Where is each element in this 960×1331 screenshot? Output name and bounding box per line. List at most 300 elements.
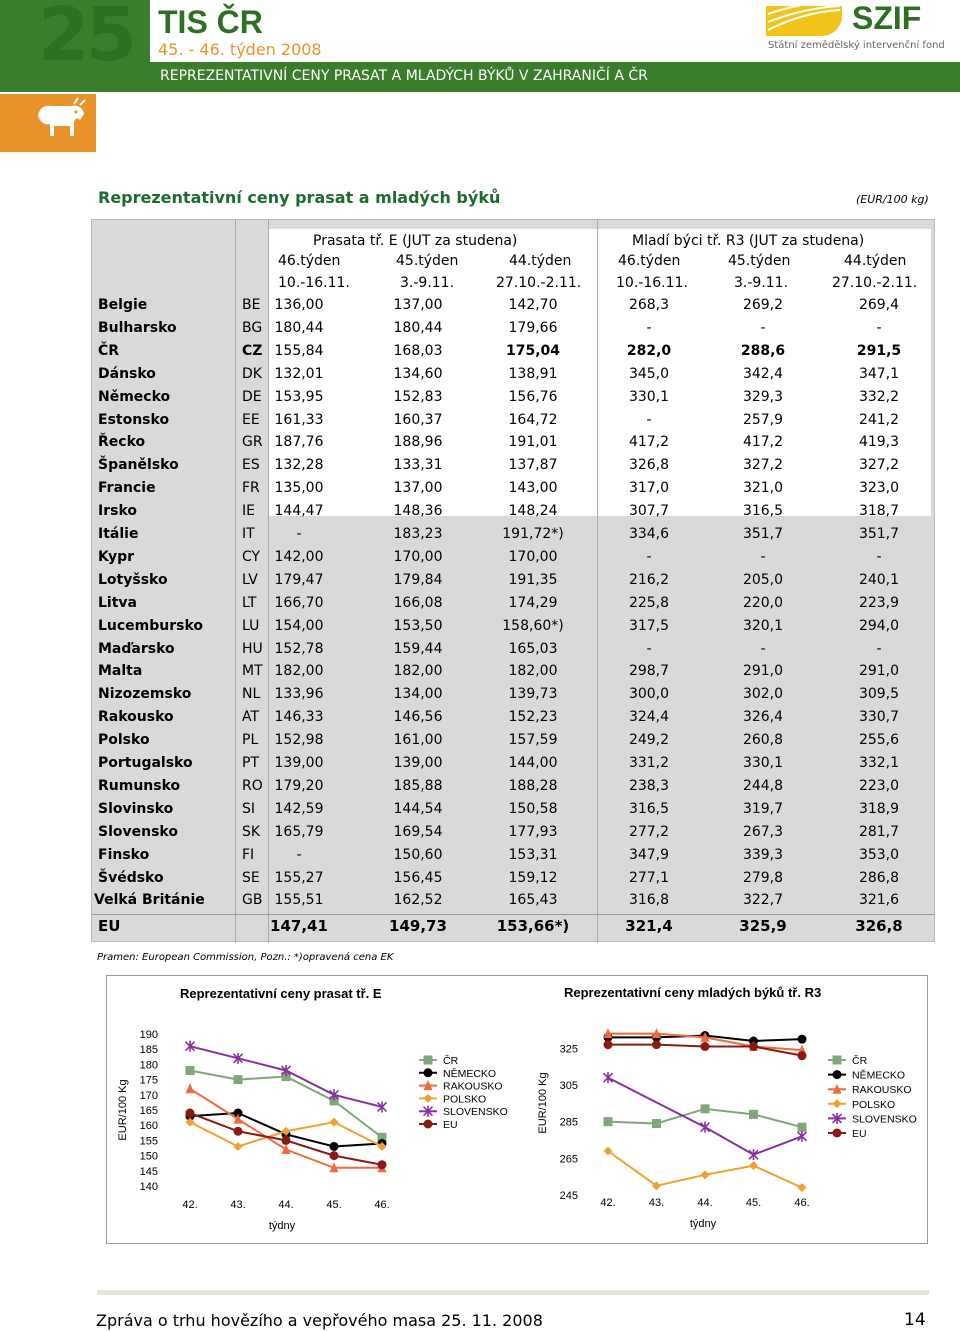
price-cell: 174,29 [508, 594, 558, 611]
header-subtitle: REPREZENTATIVNÍ CENY PRASAT A MLADÝCH BÝKŮ V ZAHRANIČÍ A ČR [160, 68, 648, 84]
x-tick-label: 43. [648, 1197, 665, 1209]
price-cell: 160,37 [393, 411, 443, 428]
table-row [92, 434, 936, 457]
country-name: Lucembursko [98, 617, 204, 634]
price-cell: 191,72*) [502, 526, 564, 542]
price-cell: 302,0 [742, 686, 784, 703]
price-cell: 419,3 [858, 434, 900, 451]
price-cell: 182,00 [508, 663, 558, 680]
price-cell: 347,9 [628, 846, 670, 863]
country-code: AT [242, 709, 260, 726]
price-cell: - [876, 548, 882, 565]
price-cell: 281,7 [858, 823, 900, 840]
legend-label: ČR [443, 1055, 459, 1067]
price-cell: - [760, 319, 766, 336]
y-tick-label: 160 [139, 1120, 158, 1133]
country-name: Španělsko [98, 457, 179, 474]
x-tick-label: 42. [600, 1197, 616, 1209]
page-header [0, 0, 960, 95]
price-cell: 150,58 [508, 800, 558, 817]
price-cell: 162,52 [393, 892, 443, 909]
y-tick-label: 140 [139, 1181, 158, 1193]
price-cell: 268,3 [628, 297, 670, 313]
price-cell: 288,6 [740, 342, 786, 359]
price-cell: 182,00 [274, 663, 324, 680]
col-week: 46.týden [618, 253, 681, 269]
price-cell: 191,35 [508, 571, 558, 588]
col-date: 27.10.-2.11. [496, 275, 582, 291]
price-cell: 317,5 [628, 617, 670, 634]
legend-label: EU [852, 1128, 867, 1140]
country-code: SI [242, 800, 256, 817]
table-row [92, 847, 936, 870]
price-cell: 182,00 [393, 663, 443, 680]
country-name: Francie [98, 480, 156, 497]
cow-icon [30, 96, 90, 148]
price-cell: 351,7 [742, 526, 784, 542]
price-cell: 332,1 [858, 755, 900, 771]
country-name: Estonsko [98, 411, 170, 428]
price-cell: 187,76 [274, 434, 324, 451]
price-cell: 327,2 [742, 457, 784, 474]
price-cell: 330,1 [628, 388, 670, 405]
price-cell: 158,60*) [502, 617, 564, 634]
price-cell: 139,00 [393, 755, 443, 771]
price-cell: 322,7 [742, 892, 784, 909]
country-name: Litva [98, 594, 137, 611]
price-cell: 225,8 [628, 594, 670, 611]
price-cell: 282,0 [626, 342, 672, 359]
price-cell: - [760, 548, 766, 565]
price-cell: 165,43 [508, 892, 558, 909]
price-cell: 277,1 [628, 869, 670, 886]
table-row [92, 503, 936, 526]
price-cell: 161,00 [393, 732, 443, 749]
price-cell: 152,83 [393, 388, 443, 405]
legend-label: RAKOUSKO [443, 1080, 503, 1093]
price-cell: 152,78 [274, 640, 324, 657]
price-table [91, 219, 935, 942]
country-code: MT [242, 663, 263, 680]
price-cell: 185,88 [393, 777, 443, 794]
price-cell: 257,9 [742, 411, 784, 428]
country-code: SE [242, 869, 260, 886]
price-cell: 154,00 [274, 617, 324, 634]
price-cell: 269,4 [858, 297, 900, 313]
price-cell: - [646, 319, 652, 336]
table-row [92, 572, 936, 595]
y-tick-label: 325 [559, 1043, 578, 1056]
table-row [92, 824, 936, 847]
price-cell: 216,2 [628, 571, 670, 588]
price-cell: 177,93 [508, 823, 558, 840]
country-name: ČR [98, 342, 120, 359]
country-code: GR [242, 434, 263, 451]
country-name: Nizozemsko [98, 686, 192, 703]
y-tick-label: 265 [559, 1153, 578, 1166]
country-name: Belgie [98, 297, 148, 313]
y-tick-label: 165 [139, 1105, 158, 1117]
price-cell: 330,7 [858, 709, 900, 726]
table-row [92, 732, 936, 755]
price-cell: 241,2 [858, 411, 900, 428]
country-name: Rakousko [98, 709, 174, 726]
table-row [92, 778, 936, 801]
szif-logo: SZIF [852, 0, 922, 36]
price-cell: 137,00 [393, 480, 443, 497]
source-note: Pramen: European Commission, Pozn.: *)opravená cena EK [97, 952, 394, 963]
price-cell: 321,6 [858, 892, 900, 909]
col-date: 27.10.-2.11. [832, 275, 918, 291]
price-cell: 291,5 [856, 342, 902, 359]
y-tick-label: 285 [559, 1116, 578, 1129]
country-code: GB [242, 892, 263, 909]
price-cell: 156,45 [393, 869, 443, 886]
price-cell: 323,0 [858, 480, 900, 497]
col-week: 45.týden [728, 253, 791, 269]
price-cell: 139,73 [508, 686, 558, 703]
y-tick-label: 175 [139, 1074, 158, 1087]
table-row [92, 618, 936, 641]
country-name: Německo [98, 388, 171, 405]
price-cell: 155,27 [274, 869, 324, 886]
y-tick-label: 185 [139, 1044, 158, 1057]
group-header-bulls: Mladí býci tř. R3 (JUT za studena) [632, 233, 865, 249]
country-code: EE [242, 411, 260, 428]
price-cell: 135,00 [274, 480, 324, 497]
country-code: RO [242, 777, 263, 794]
price-cell: 139,00 [274, 755, 324, 771]
price-cell: 244,8 [742, 777, 784, 794]
country-code: FR [242, 480, 260, 497]
price-cell: 238,3 [628, 777, 670, 794]
country-code: HU [242, 640, 263, 657]
country-name: Irsko [98, 503, 137, 520]
legend-label: POLSKO [852, 1098, 896, 1111]
country-name: Portugalsko [98, 755, 193, 771]
price-cell: 320,1 [742, 617, 784, 634]
legend-label: SLOVENSKO [443, 1106, 508, 1119]
price-cell: 331,2 [628, 755, 670, 771]
country-name: Slovensko [98, 823, 178, 840]
price-cell: 146,56 [393, 709, 443, 726]
price-cell: 164,72 [508, 411, 558, 428]
footer-text: Zpráva o trhu hovězího a vepřového masa 25. 11. 2008 [96, 1311, 543, 1330]
price-cell: 165,79 [274, 823, 324, 840]
weeks-label: 45. - 46. týden 2008 [158, 40, 322, 59]
price-cell: 142,70 [508, 297, 558, 313]
price-cell: - [296, 526, 302, 542]
price-cell: 137,87 [508, 457, 558, 474]
col-date: 3.-9.11. [734, 275, 789, 291]
y-axis-title: EUR/100 Kg [537, 1072, 549, 1134]
x-tick-label: 46. [374, 1199, 390, 1211]
price-cell: 321,0 [742, 480, 784, 497]
eu-row [92, 917, 936, 940]
price-cell: 133,31 [393, 457, 443, 474]
price-cell: 180,44 [274, 319, 324, 336]
country-code: CY [242, 548, 261, 565]
country-name: Slovinsko [98, 800, 174, 817]
footer-line [97, 1290, 929, 1295]
szif-logo-subtitle: Státní zemědělský intervenční fond [768, 40, 945, 51]
price-cell: 332,2 [858, 388, 900, 405]
legend-label: NĚMECKO [852, 1069, 906, 1082]
price-cell: 152,98 [274, 732, 324, 749]
price-cell: 144,00 [508, 755, 558, 771]
x-tick-label: 46. [794, 1197, 810, 1209]
country-name: Bulharsko [98, 319, 177, 336]
price-cell: - [876, 640, 882, 657]
price-cell: 179,47 [274, 571, 324, 588]
page-title: Reprezentativní ceny prasat a mladých býků [98, 188, 501, 207]
table-row [92, 320, 936, 343]
price-cell: - [760, 640, 766, 657]
col-date: 3.-9.11. [400, 275, 455, 291]
price-cell: 166,08 [393, 594, 443, 611]
price-cell: 240,1 [858, 571, 900, 588]
price-cell: - [296, 846, 302, 863]
price-cell: 148,24 [508, 503, 558, 520]
price-cell: 138,91 [508, 365, 558, 382]
price-cell: 148,36 [393, 503, 443, 520]
y-tick-label: 180 [139, 1059, 158, 1072]
price-cell: 316,5 [742, 503, 784, 520]
legend-label: SLOVENSKO [852, 1113, 917, 1126]
country-name: Lotyšsko [98, 571, 168, 588]
country-name: Maďarsko [98, 640, 175, 657]
table-row [92, 755, 936, 778]
price-cell: - [876, 319, 882, 336]
price-cell: 279,8 [742, 869, 784, 886]
price-cell: 417,2 [742, 434, 784, 451]
country-code: ES [242, 457, 260, 474]
table-row [92, 870, 936, 893]
country-name: EU [98, 917, 121, 935]
price-cell: 159,44 [393, 640, 443, 657]
price-cell: 180,44 [393, 319, 443, 336]
country-name: Švédsko [98, 869, 164, 886]
price-cell: 156,76 [508, 388, 558, 405]
y-axis-title: EUR/100 Kg [117, 1079, 129, 1141]
country-code: DE [242, 388, 262, 405]
table-row [92, 641, 936, 664]
price-cell: 134,60 [393, 365, 443, 382]
price-cell: 223,9 [858, 594, 900, 611]
country-code: BG [242, 319, 263, 336]
legend-label: NĚMECKO [443, 1067, 497, 1080]
price-cell: 255,6 [858, 732, 900, 749]
price-cell: 339,3 [742, 846, 784, 863]
price-cell: 188,96 [393, 434, 443, 451]
price-cell: 223,0 [858, 777, 900, 794]
price-cell: 155,84 [274, 342, 324, 359]
price-cell: 316,8 [628, 892, 670, 909]
price-cell: 144,47 [274, 503, 324, 520]
price-cell: 347,1 [858, 365, 900, 382]
price-cell: 260,8 [742, 732, 784, 749]
price-cell: 132,01 [274, 365, 324, 382]
price-cell: 298,7 [628, 663, 670, 680]
price-cell: 326,4 [742, 709, 784, 726]
col-date: 10.-16.11. [616, 275, 688, 291]
table-row [92, 892, 936, 915]
col-week: 44.týden [844, 253, 907, 269]
table-row [92, 297, 936, 320]
col-week: 44.týden [509, 253, 572, 269]
country-name: Finsko [98, 846, 150, 863]
price-cell: 316,5 [628, 800, 670, 817]
price-cell: 319,7 [742, 800, 784, 817]
price-cell: 175,04 [505, 342, 561, 359]
price-cell: 146,33 [274, 709, 324, 726]
price-cell: 183,23 [393, 526, 443, 542]
legend-label: RAKOUSKO [852, 1084, 912, 1097]
price-cell: - [646, 640, 652, 657]
chart-title-bulls: Reprezentativní ceny mladých býků tř. R3 [564, 985, 822, 1000]
y-tick-label: 150 [139, 1150, 158, 1163]
price-cell: - [646, 411, 652, 428]
col-week: 46.týden [278, 253, 341, 269]
table-row [92, 389, 936, 412]
price-cell: 157,59 [508, 732, 558, 749]
col-date: 10.-16.11. [278, 275, 350, 291]
table-row [92, 549, 936, 572]
szif-logo-mark [766, 6, 842, 36]
country-code: SK [242, 823, 261, 840]
price-cell: 165,03 [508, 640, 558, 657]
price-cell: 170,00 [393, 548, 443, 565]
price-cell: 318,9 [858, 800, 900, 817]
country-code: NL [242, 686, 261, 703]
col-week: 45.týden [396, 253, 459, 269]
price-cell: 159,12 [508, 869, 558, 886]
country-code: FI [242, 846, 255, 863]
price-cell: 307,7 [628, 503, 670, 520]
table-row [92, 663, 936, 686]
country-code: LT [242, 594, 257, 611]
price-cell: 326,8 [628, 457, 670, 474]
price-cell: 153,31 [508, 846, 558, 863]
group-header-pigs: Prasata tř. E (JUT za studena) [313, 233, 518, 249]
price-cell: 327,2 [858, 457, 900, 474]
country-code: BE [242, 297, 261, 313]
table-row [92, 526, 936, 549]
legend-label: POLSKO [443, 1093, 487, 1106]
price-cell: 179,84 [393, 571, 443, 588]
y-tick-label: 190 [139, 1029, 158, 1041]
country-name: Dánsko [98, 365, 156, 382]
app-title: TIS ČR [158, 4, 263, 40]
price-cell: 309,5 [858, 686, 900, 703]
price-cell: 345,0 [628, 365, 670, 382]
x-tick-label: 44. [697, 1197, 713, 1209]
price-cell: 152,23 [508, 709, 558, 726]
price-cell: 188,28 [508, 777, 558, 794]
eu-price-cell: 325,9 [739, 917, 787, 935]
price-cell: 143,00 [508, 480, 558, 497]
price-cell: 249,2 [628, 732, 670, 749]
price-cell: 155,51 [274, 892, 324, 909]
eu-price-cell: 321,4 [625, 917, 673, 935]
country-code: IT [242, 526, 255, 542]
price-cell: 291,0 [858, 663, 900, 680]
country-name: Kypr [98, 548, 135, 565]
price-cell: 205,0 [742, 571, 784, 588]
price-cell: 269,2 [742, 297, 784, 313]
country-code: LV [242, 571, 258, 588]
charts-frame [106, 975, 928, 1244]
price-cell: 150,60 [393, 846, 443, 863]
eu-price-cell: 147,41 [270, 917, 328, 935]
price-cell: 294,0 [858, 617, 900, 634]
x-tick-label: 43. [230, 1199, 246, 1211]
x-tick-label: 45. [326, 1199, 342, 1211]
price-cell: 353,0 [858, 846, 900, 863]
price-cell: 334,6 [628, 526, 670, 542]
price-cell: 142,00 [274, 548, 324, 565]
price-cell: 144,54 [393, 800, 443, 817]
price-cell: 329,3 [742, 388, 784, 405]
price-cell: 132,28 [274, 457, 324, 474]
price-cell: 142,59 [274, 800, 324, 817]
table-row [92, 686, 936, 709]
price-cell: - [646, 548, 652, 565]
x-tick-label: 44. [278, 1199, 294, 1211]
price-cell: 318,7 [858, 503, 900, 520]
price-cell: 300,0 [628, 686, 670, 703]
price-cell: 153,50 [393, 617, 443, 634]
table-row [92, 343, 936, 366]
country-code: PL [242, 732, 259, 749]
price-cell: 137,00 [393, 297, 443, 313]
price-cell: 330,1 [742, 755, 784, 771]
table-row [92, 595, 936, 618]
y-tick-label: 305 [559, 1080, 578, 1092]
country-name: Velká Británie [94, 892, 205, 909]
issue-number: 25 [38, 0, 133, 78]
country-code: IE [242, 503, 255, 520]
legend-label: EU [443, 1119, 458, 1131]
table-row [92, 709, 936, 732]
price-cell: 267,3 [742, 823, 784, 840]
country-code: CZ [242, 342, 263, 359]
price-cell: 170,00 [508, 548, 558, 565]
country-code: LU [242, 617, 260, 634]
price-cell: 179,66 [508, 319, 558, 336]
price-cell: 417,2 [628, 434, 670, 451]
country-code: PT [242, 755, 259, 771]
price-cell: 179,20 [274, 777, 324, 794]
price-cell: 136,00 [274, 297, 324, 313]
country-name: Malta [98, 663, 143, 680]
y-tick-label: 245 [559, 1190, 578, 1202]
units-label: (EUR/100 kg) [856, 193, 929, 206]
price-cell: 168,03 [393, 342, 443, 359]
price-cell: 134,00 [393, 686, 443, 703]
price-cell: 220,0 [742, 594, 784, 611]
price-cell: 291,0 [742, 663, 784, 680]
price-cell: 277,2 [628, 823, 670, 840]
x-tick-label: 42. [182, 1199, 198, 1211]
price-cell: 317,0 [628, 480, 670, 497]
eu-price-cell: 153,66*) [496, 917, 570, 935]
eu-price-cell: 149,73 [389, 917, 447, 935]
x-axis-title: týdny [689, 1218, 717, 1230]
price-cell: 191,01 [508, 434, 558, 451]
table-row [92, 366, 936, 389]
szif-logo-icon [766, 6, 842, 36]
